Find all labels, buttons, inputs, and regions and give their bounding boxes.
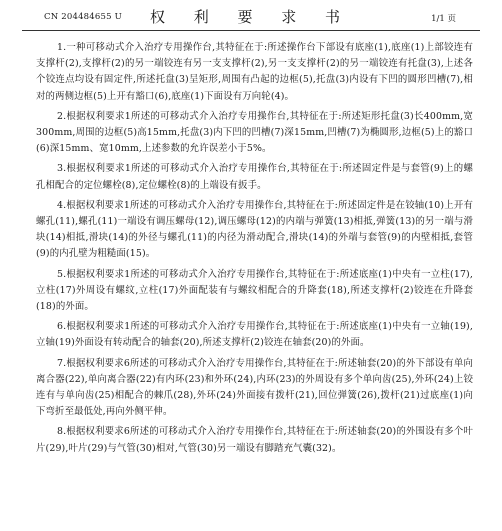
patent-number: CN 204484655 U [44, 12, 122, 22]
claims-body [36, 40, 473, 461]
claim-5: 5.根据权利要求1所述的可移动式介入治疗专用操作台,其特征在于:所述底座(1)中央有一立柱(17),立柱(17)外周设有螺纹,立柱(17)外面配装有与螺纹相配合的升降套(18),所述支撑杆(2)铰连在升降套(18)的外面。 [36, 268, 473, 313]
document-title: 权 利 要 求 书 [149, 8, 353, 26]
claim-7: 7.根据权利要求6所述的可移动式介入治疗专用操作台,其特征在于:所述轴套(20)的外下部设有单向离合器(22),单向离合器(22)有内环(23)和外环(24),内环(23)的外周设有多个单向齿(25),外环(24)上铰连有与单向齿(25)相配合的棘爪(28),外环(24)外面接有拨杆(21),回位弹簧(26),拨杆(21)过底座(1)向下弯折至最低处,再向外侧平伸。 [36, 357, 473, 418]
claim-4: 4.根据权利要求1所述的可移动式介入治疗专用操作台,其特征在于:所述固定件是在铰轴(10)上开有螺孔(11),螺孔(11)一端设有调压螺母(12),调压螺母(12)的内端与弹簧(13)相抵,弹簧(13)的另一端与滑块(14)相抵,滑块(14)的外径与螺孔(11)的内径为滑动配合,滑块(14)的外端与套管(9)的内壁相抵,套管(9)的内孔壁为粗糙面(15)。 [36, 199, 473, 260]
page-number: 1/1 页 [431, 14, 456, 24]
claim-1: 1.一种可移动式介入治疗专用操作台,其特征在于:所述操作台下部设有底座(1),底座(1)上部铰连有支撑杆(2),支撑杆(2)的另一端铰连有另一支支撑杆(2),另一支支撑杆(2)的另一端铰连有托盘(3),上述各个铰连点均设有固定件,所述托盘(3)呈矩形,周围有凸起的边框(5),托盘(3)内设有下凹的圆形凹槽(7),相对的两侧边框(5)上开有豁口(6),底座(1)下面设有万向轮(4)。 [36, 42, 473, 102]
claim-2: 2.根据权利要求1所述的可移动式介入治疗专用操作台,其特征在于:所述矩形托盘(3)长400mm,宽300mm,周围的边框(5)高15mm,托盘(3)内下凹的凹槽(7)深15mm,凹槽(7)为椭圆形,边框(5)上的豁口(6)深15mm、宽10mm,上述参数的允许误差小于5%。 [36, 110, 473, 155]
claim-8: 8.根据权利要求6所述的可移动式介入治疗专用操作台,其特征在于:所述轴套(20)的外围设有多个叶片(29),叶片(29)与气管(30)相对,气管(30)另一端设有脚踏充气囊(32)。 [36, 426, 473, 454]
claim-3: 3.根据权利要求1所述的可移动式介入治疗专用操作台,其特征在于:所述固定件是与套管(9)上的螺孔相配合的定位螺栓(8),定位螺栓(8)的上端设有扳手。 [36, 163, 473, 191]
page-header [22, 0, 480, 30]
claim-6: 6.根据权利要求1所述的可移动式介入治疗专用操作台,其特征在于:所述底座(1)中央有一立轴(19),立轴(19)外面设有转动配合的轴套(20),所述支撑杆(2)铰连在轴套(20)的外面。 [36, 321, 473, 349]
header-divider [22, 30, 480, 31]
